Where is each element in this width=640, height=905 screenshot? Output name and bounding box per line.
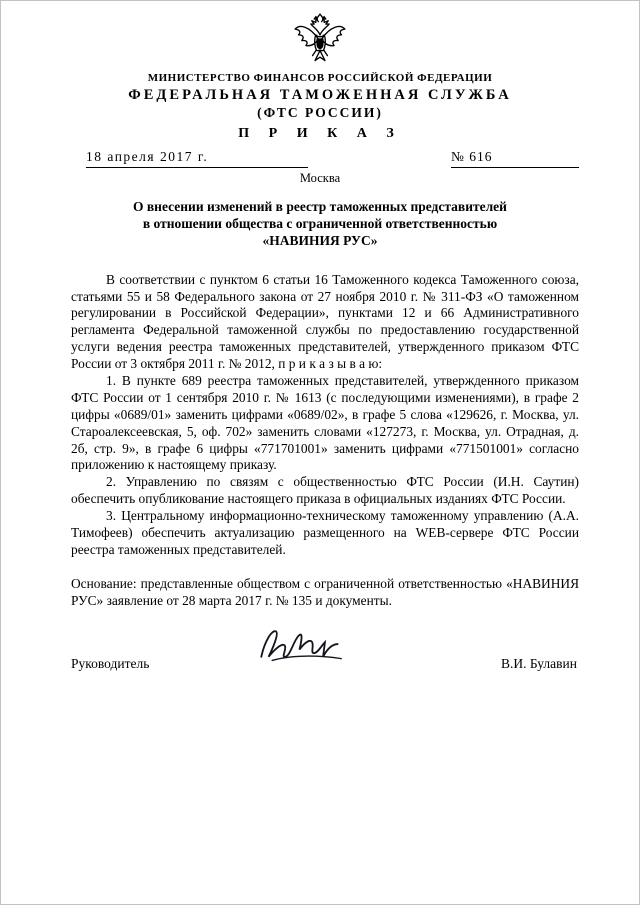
order-date: 18 апреля 2017 г. <box>86 149 308 168</box>
order-number: № 616 <box>451 149 579 168</box>
signer-position: Руководитель <box>71 655 150 671</box>
handwritten-signature-icon <box>254 622 354 672</box>
preamble-paragraph: В соответствии с пунктом 6 статьи 16 Таможенного кодекса Таможенного союза, статьями 55 и 58 Федерального закона от 27 ноября 2010 г. № 311-ФЗ «О таможенном регулировании в Российской Федерации», пунктами 12 и 66 Административного регламента Федеральной таможенной службы по предоставлению государственной услуги ведения реестра таможенных представителей, утвержденного приказом ФТС России от 3 октября 2011 г. № 2012, п р и к а з ы в а ю: <box>71 271 579 372</box>
date-number-row <box>86 149 579 168</box>
clause-1-paragraph: 1. В пункте 689 реестра таможенных представителей, утвержденного приказом ФТС России от 1 сентября 2010 г. № 1613 (с последующими изменениями), в графе 2 цифры «0689/01» заменить цифрами «0689/02», в графе 5 слова «129626, г. Москва, ул. Староалексеевская, 5, оф. 702» заменить словами «127273, г. Москва, ул. Отрадная, д. 2б, стр. 9», в графе 6 цифры «771701001» заменить цифрами «771501001» согласно приложению к настоящему приказу. <box>71 372 579 473</box>
order-body <box>71 272 579 610</box>
agency-abbreviation: (ФТС РОССИИ) <box>257 105 383 120</box>
order-title-line-2: в отношении общества с ограниченной ответственностью <box>142 215 498 231</box>
clause-2-paragraph: 2. Управлению по связям с общественностью ФТС России (И.Н. Саутин) обеспечить опубликование настоящего приказа в официальных изданиях ФТС России. <box>71 474 579 507</box>
signer-name: В.И. Булавин <box>500 655 577 671</box>
ministry-name: МИНИСТЕРСТВО ФИНАНСОВ РОССИЙСКОЙ ФЕДЕРАЦИИ <box>147 72 493 84</box>
basis-paragraph: Основание: представленные обществом с ограниченной ответственностью «НАВИНИЯ РУС» заявление от 28 марта 2017 г. № 135 и документы. <box>71 575 579 608</box>
agency-name: ФЕДЕРАЛЬНАЯ ТАМОЖЕННАЯ СЛУЖБА <box>128 87 512 103</box>
order-title-line-1: О внесении изменений в реестр таможенных представителей <box>133 199 507 214</box>
issuing-city: Москва <box>299 171 341 185</box>
order-title-line-3: «НАВИНИЯ РУС» <box>262 232 378 248</box>
document-type-heading: П Р И К А З <box>238 126 402 141</box>
russia-coat-of-arms-icon <box>1 11 639 69</box>
signature-block <box>71 656 577 672</box>
clause-3-paragraph: 3. Центральному информационно-техническому таможенному управлению (А.А. Тимофеев) обеспечить актуализацию размещенного на WEB-сервере ФТС России реестра таможенных представителей. <box>71 508 579 557</box>
order-title <box>1 199 639 250</box>
